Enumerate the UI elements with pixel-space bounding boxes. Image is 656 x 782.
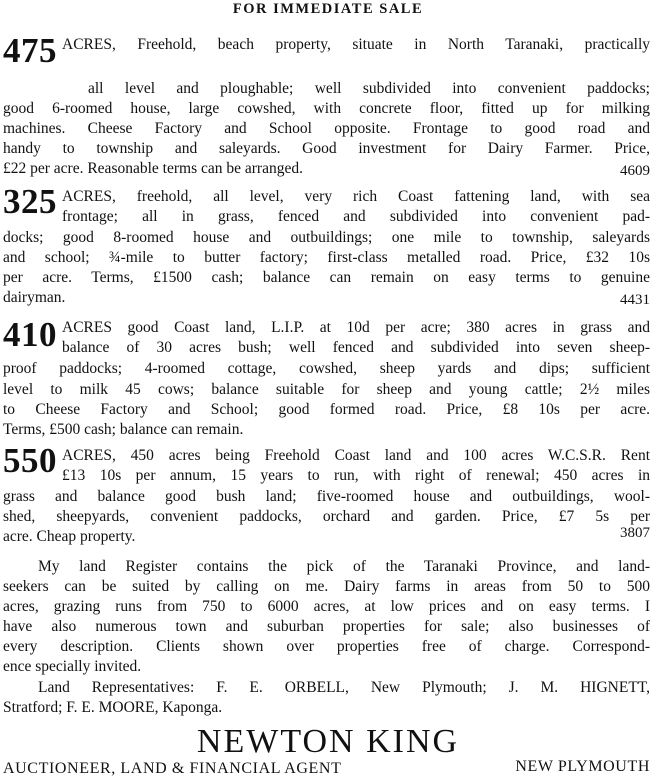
listing-line: to Cheese Factory and School; good formed road. Price, £8 10s per acre. (3, 401, 650, 418)
listing-line: level to milk 45 cows; balance suitable for sheep and young cattle; 2½ miles (3, 381, 650, 398)
listing-line: £13 10s per annum, 15 years to run, with right of renewal; 450 acres in (62, 467, 650, 484)
listing-line: good 6-roomed house, large cowshed, with concrete floor, fitted up for milking (3, 100, 650, 117)
listing-line: ACRES good Coast land, L.I.P. at 10d per acre; 380 acres in grass and (62, 319, 650, 336)
agent-town: NEW PLYMOUTH (515, 758, 650, 775)
register-line: My land Register contains the pick of the Taranaki Province, and land- (38, 558, 650, 575)
listing-line: ACRES, 450 acres being Freehold Coast land and 100 acres W.C.S.R. Rent (62, 447, 650, 464)
listing-line: per acre. Terms, £1500 cash; balance can remain on easy terms to genuine (3, 269, 650, 286)
listing-ref-number: 4431 (620, 292, 650, 308)
register-line: acres, grazing runs from 750 to 6000 acres, at low prices and on easy terms. I (3, 598, 650, 615)
representatives-line: Stratford; F. E. MOORE, Kaponga. (3, 699, 223, 716)
listing-line: docks; good 8-roomed house and outbuildings; one mile to township, saleyards (3, 229, 650, 246)
listing-line: machines. Cheese Factory and School opposite. Frontage to good road and (3, 120, 650, 137)
agent-name: NEWTON KING (196, 723, 460, 760)
header-title: FOR IMMEDIATE SALE (232, 1, 424, 17)
listing-line: shed, sheepyards, convenient paddocks, orchard and garden. Price, £7 5s per (3, 508, 650, 525)
listing-line: all level and ploughable; well subdivided into convenient paddocks; (88, 80, 650, 97)
listing-line: acre. Cheap property. (3, 528, 136, 545)
representatives-line: Land Representatives: F. E. ORBELL, New Plymouth; J. M. HIGNETT, (38, 679, 650, 696)
listing-acres-325: 325 (3, 182, 57, 221)
register-line: every description. Clients shown over properties free of charge. Correspond- (3, 638, 650, 655)
listing-line: and school; ¾-mile to butter factory; first-class metalled road. Price, £32 10s (3, 249, 650, 266)
register-line: seekers can be suited by calling on me. Dairy farms in areas from 50 to 500 (3, 578, 650, 595)
agent-occupation: AUCTIONEER, LAND & FINANCIAL AGENT (3, 760, 342, 777)
listing-line: £22 per acre. Reasonable terms can be arranged. (3, 160, 303, 177)
listing-ref-number: 4609 (620, 163, 650, 179)
listing-line: handy to township and saleyards. Good investment for Dairy Farmer. Price, (3, 140, 650, 157)
listing-line: grass and balance good bush land; five-roomed house and outbuildings, wool- (3, 488, 650, 505)
listing-acres-550: 550 (3, 441, 57, 480)
listing-acres-410: 410 (3, 315, 57, 354)
listing-line: balance of 30 acres bush; well fenced and subdivided into seven sheep- (62, 339, 650, 356)
listing-acres-475: 475 (3, 31, 57, 70)
listing-line: proof paddocks; 4-roomed cottage, cowshed, sheep yards and dips; sufficient (3, 360, 650, 377)
register-line: have also numerous town and suburban properties for sale; also businesses of (3, 618, 650, 635)
listing-line: dairyman. (3, 289, 66, 306)
listing-line: ACRES, Freehold, beach property, situate in North Taranaki, practically (62, 36, 650, 53)
listing-ref-number: 3807 (620, 525, 650, 541)
listing-line: frontage; all in grass, fenced and subdivided into convenient pad- (62, 208, 650, 225)
listing-line: Terms, £500 cash; balance can remain. (3, 421, 244, 438)
listing-line: ACRES, freehold, all level, very rich Coast fattening land, with sea (62, 188, 650, 205)
register-line: ence specially invited. (3, 658, 142, 675)
